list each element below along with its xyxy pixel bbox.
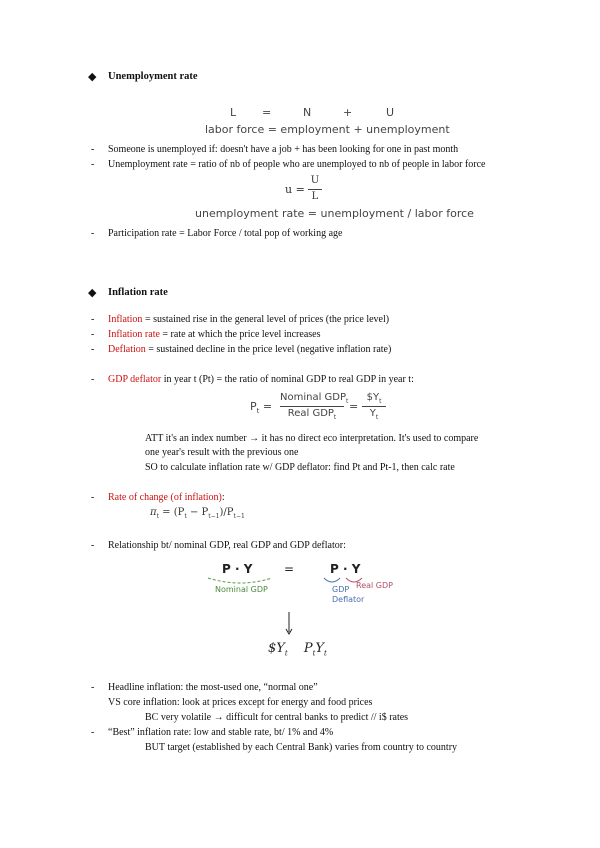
diag-result-y: Y [315, 641, 324, 656]
text-relationship-line: Relationship bt/ nominal GDP, real GDP and GDP deflator: [108, 540, 346, 551]
diag-result-dollar-y: $Y [268, 641, 285, 656]
eq-symbol-U: U [386, 106, 395, 119]
eq-roc-part2: − P [186, 507, 209, 518]
eq-symbol-L: L [230, 106, 237, 119]
text-att-line-2: one year's result with the previous one [145, 447, 299, 458]
list-dash: - [91, 492, 95, 503]
text-core-inflation: VS core inflation: look at prices except for energy and food prices [108, 697, 373, 708]
diag-nominal-gdp-label: Nominal GDP [215, 585, 268, 594]
eq-y-den [362, 408, 386, 421]
eq-u-numerator: U [310, 175, 320, 186]
eq-symbol-equals: = [262, 106, 272, 119]
eq-symbol-plus: + [343, 106, 353, 119]
text-best-inflation-rate: “Best” inflation rate: low and stable rate, bt/ 1% and 4% [108, 727, 334, 738]
def-gdp-deflator-rest: in year t (Pt) = the ratio of nominal GDP to real GDP in year t: [161, 374, 414, 385]
list-dash: - [91, 682, 95, 693]
def-deflation-rest: = sustained decline in the price level (negative inflation rate) [145, 344, 392, 355]
diag-gdp-label: GDP [332, 585, 350, 594]
term-of-inflation: (of inflation) [167, 492, 222, 503]
list-dash: - [91, 228, 95, 239]
term-rate-of-change: Rate of change [108, 492, 168, 503]
rate-of-change-colon: : [221, 492, 225, 503]
section-bullet-icon: ◆ [88, 287, 97, 299]
diag-p-dot-y-left: P · Y [222, 562, 253, 576]
def-inflation-rest: = sustained rise in the general level of prices (the price level) [142, 314, 390, 325]
list-dash: - [91, 144, 95, 155]
diag-deflator-label: Deflator [332, 595, 365, 604]
eq-nominal-gdp-text: Nominal GDP [280, 392, 347, 403]
eq-y-sub: t [375, 414, 379, 421]
list-dash: - [91, 329, 95, 340]
text-inflation-rate-definition [108, 329, 320, 340]
eq-u-denominator: L [311, 191, 319, 202]
list-dash: - [91, 374, 95, 385]
eq-dollar-y-num [362, 392, 386, 405]
term-gdp-deflator: GDP deflator [108, 374, 162, 385]
term-deflation: Deflation [108, 344, 146, 355]
list-dash: - [91, 540, 95, 551]
section-title-inflation: Inflation rate [108, 287, 168, 298]
eq-real-gdp-den [280, 408, 344, 421]
diag-equals: = [284, 562, 295, 576]
eq-dollar-y-sub: t [379, 398, 382, 405]
text-rate-of-change [108, 492, 225, 503]
eq-u-lhs: u = [285, 183, 305, 196]
text-so-line: SO to calculate inflation rate w/ GDP deflator: find Pt and Pt-1, then calc rate [145, 462, 455, 473]
text-but-target: BUT target (established by each Central Bank) varies from country to country [145, 742, 458, 753]
eq-fraction-bar [308, 189, 322, 190]
list-dash: - [91, 314, 95, 325]
eq-roc-part1: = (P [159, 507, 185, 518]
text-unemployment-rate-definition: Unemployment rate = ratio of nb of people who are unemployed to nb of people in labor force [108, 159, 486, 170]
eq-pt-lhs: $P_t$ = [250, 400, 273, 416]
eq-pi-symbol: π [150, 507, 157, 518]
def-inflation-rate-rest: = rate at which the price level increases [159, 329, 321, 340]
diag-real-gdp-label: Real GDP [356, 581, 393, 590]
diag-nominal-brace [208, 578, 272, 583]
down-arrow-icon [283, 610, 295, 638]
diag-p-dot-y-right: P · Y [330, 562, 361, 576]
eq-fraction-bar [280, 406, 344, 407]
text-unemployed-definition: Someone is unemployed if: doesn't have a job + has been looking for one in past month [108, 144, 459, 155]
eq-unemployment-rate-caption: unemployment rate = unemployment / labor force [195, 207, 474, 220]
eq-fraction-bar [362, 406, 386, 407]
eq-dollar-y-text: $Y [366, 392, 380, 403]
text-inflation-definition [108, 314, 389, 325]
term-inflation: Inflation [108, 314, 143, 325]
text-gdp-deflator-definition [108, 374, 414, 385]
list-dash: - [91, 727, 95, 738]
eq-symbol-N: N [303, 106, 312, 119]
eq-nominal-gdp-num [280, 392, 349, 405]
eq-rate-of-change: $\pi_t = (P_t - P_{t-1})/P_{t-1}$ [150, 507, 245, 520]
section-title-unemployment: Unemployment rate [108, 71, 198, 82]
text-deflation-definition [108, 344, 391, 355]
text-att-line-1: ATT it's an index number → it has no direct eco interpretation. It's used to compare [145, 433, 479, 444]
text-bc-volatile: BC very volatile → difficult for central banks to predict // i$ rates [145, 712, 409, 723]
eq-nominal-gdp-sub: t [346, 398, 349, 405]
eq-real-gdp-sub: t [333, 414, 337, 421]
diag-result-p: P [303, 641, 313, 656]
eq-pt-subscript: t [256, 407, 260, 416]
eq-y-text: Y [369, 408, 376, 419]
eq-pt-symbol: P [250, 400, 257, 413]
eq-real-gdp-text: Real GDP [287, 408, 334, 419]
eq-roc-part3: )/P [219, 507, 234, 518]
text-headline-inflation: Headline inflation: the most-used one, “normal one” [108, 682, 318, 693]
eq-equals-2: = [349, 400, 359, 413]
term-inflation-rate: Inflation rate [108, 329, 160, 340]
list-dash: - [91, 159, 95, 170]
list-dash: - [91, 344, 95, 355]
text-participation-rate: Participation rate = Labor Force / total pop of working age [108, 228, 343, 239]
diag-result: $\$Y_t$ $P_tY_t$ [268, 641, 327, 658]
diag-deflator-brace [324, 578, 340, 582]
eq-labor-force-caption: labor force = employment + unemployment [205, 123, 450, 136]
section-bullet-icon: ◆ [88, 71, 97, 83]
